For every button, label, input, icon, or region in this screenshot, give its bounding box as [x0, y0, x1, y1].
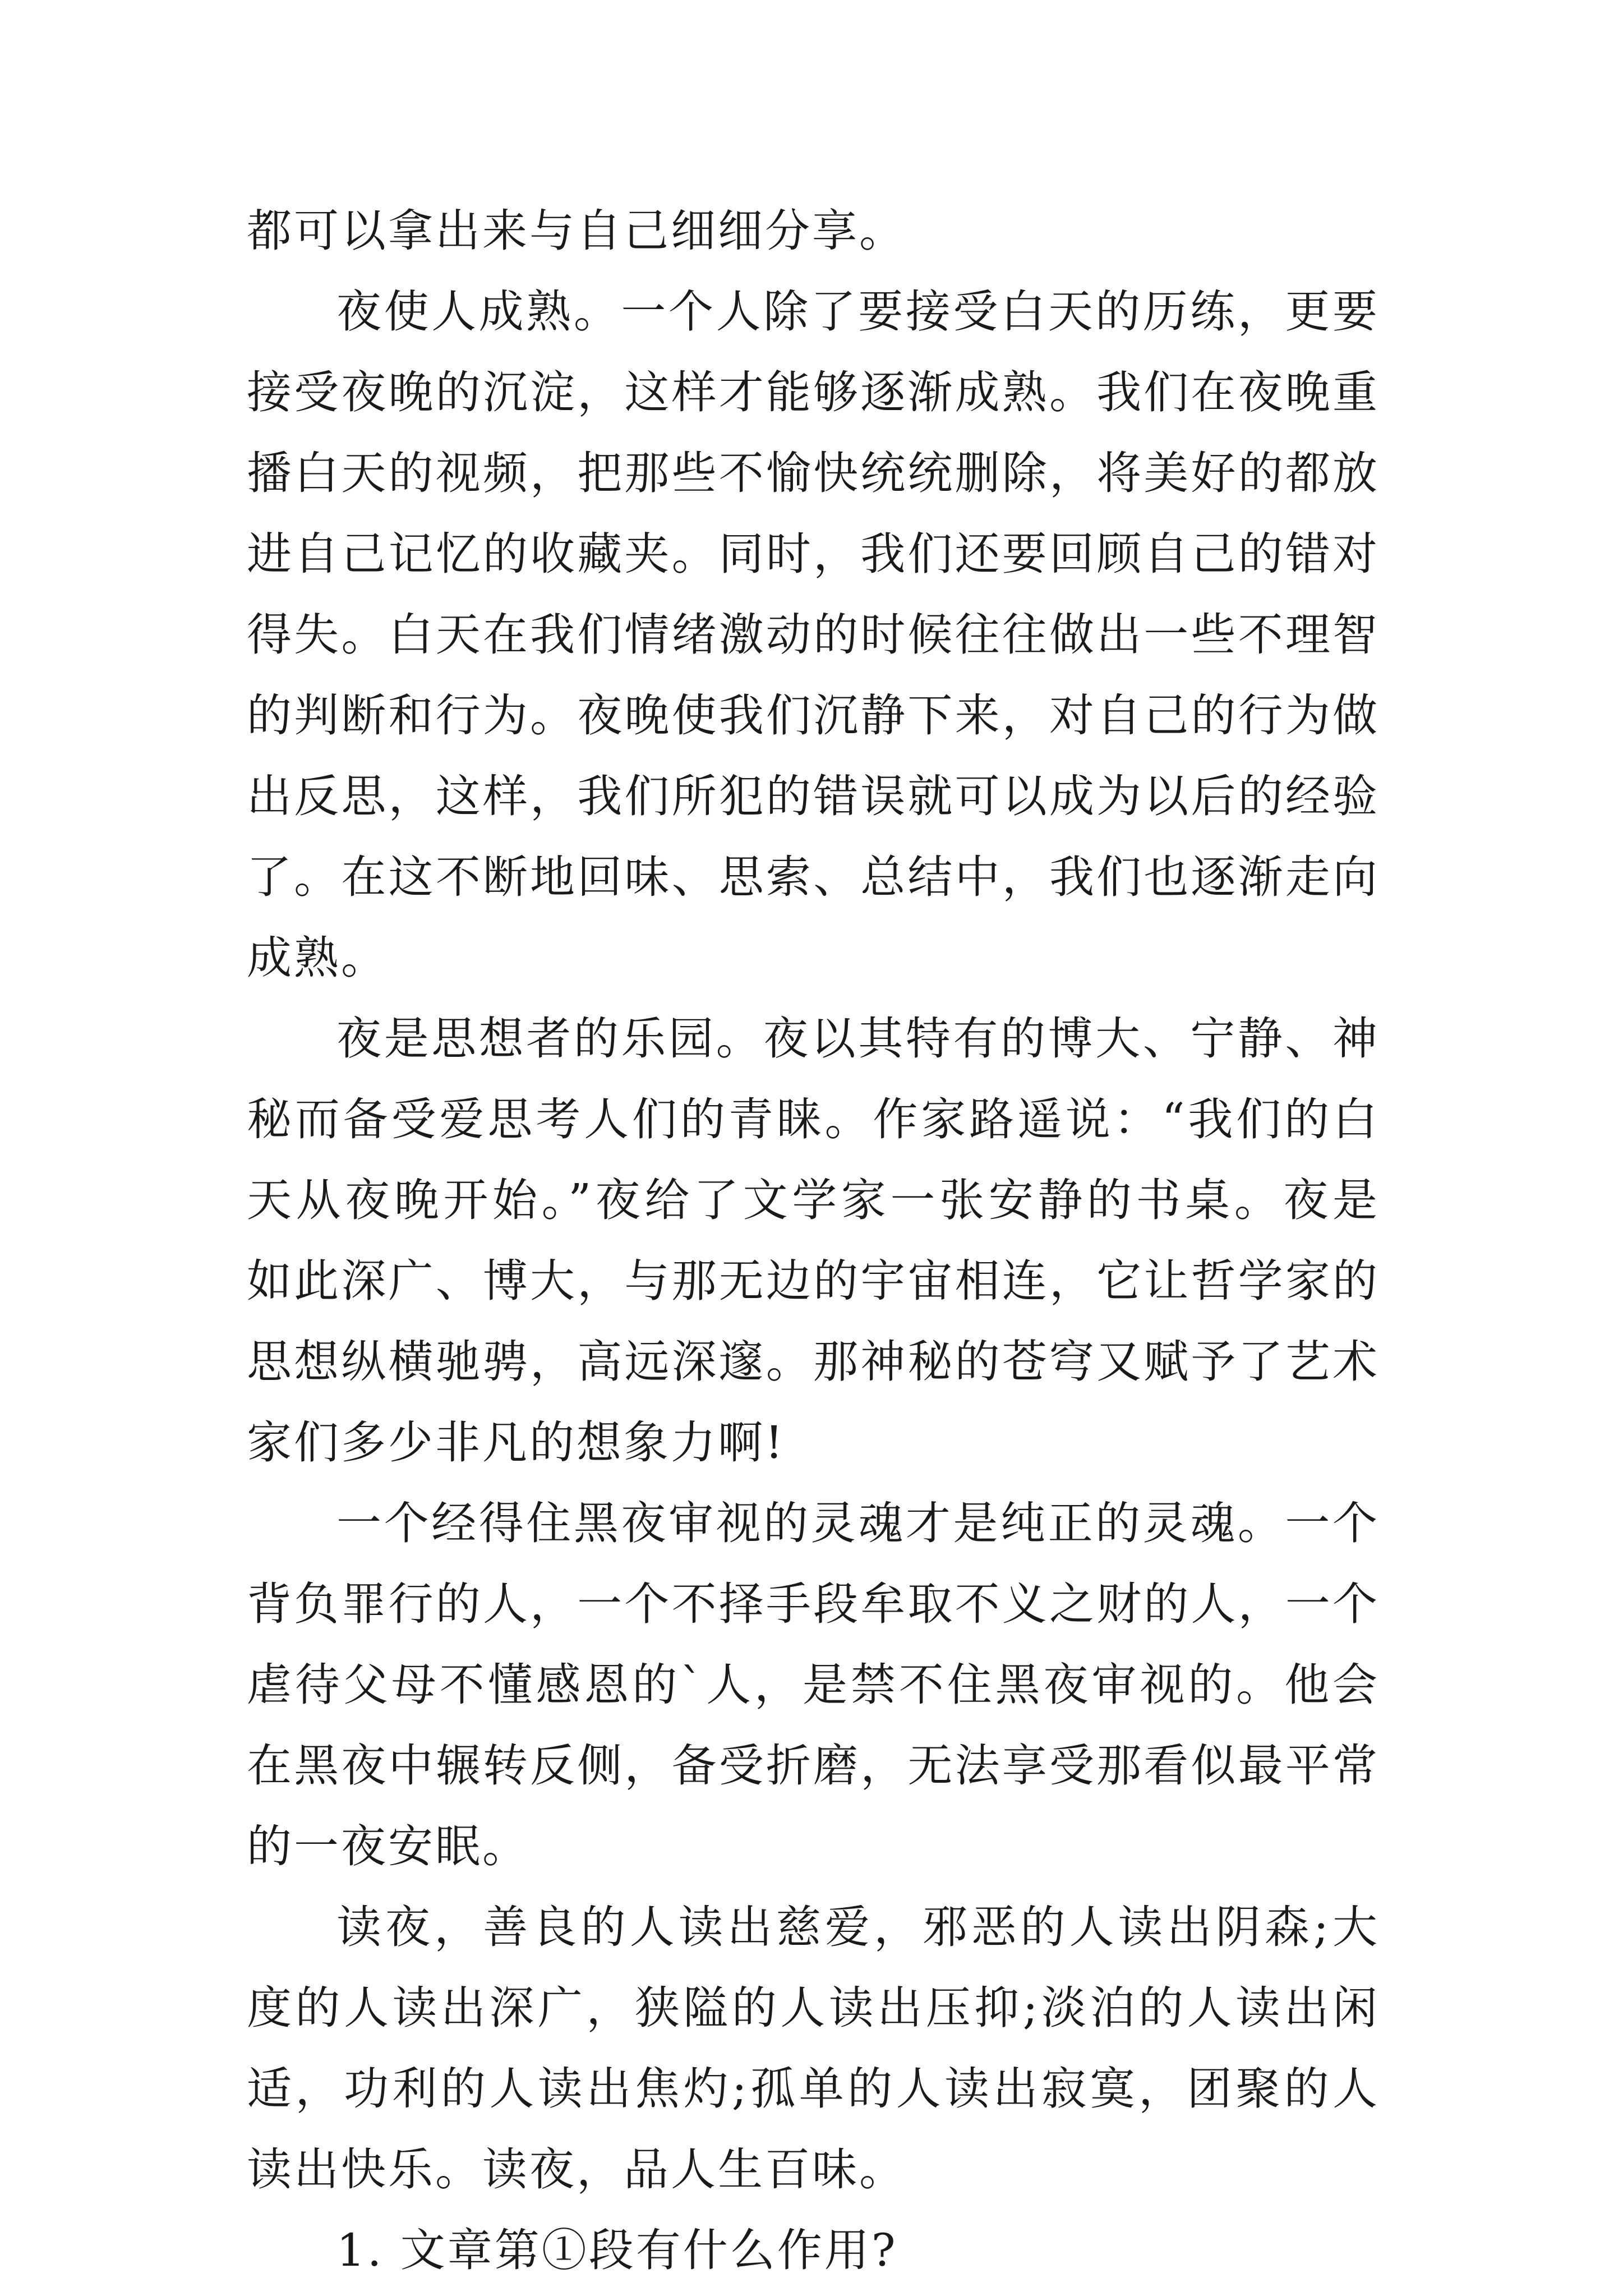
article-body [247, 191, 1380, 2291]
question-1: 1. 文章第①段有什么作用? [336, 2224, 898, 2276]
paragraph-continuation: 都可以拿出来与自己细细分享。 [247, 205, 906, 257]
paragraph-reading-night: 读夜，善良的人读出慈爱，邪恶的人读出阴森;大度的人读出深广，狭隘的人读出压抑;淡泊的人读出闲适，功利的人读出焦灼;孤单的人读出寂寞，团聚的人读出快乐。读夜，品人生百味。 [247, 1901, 1380, 2196]
paragraph-pure-soul: 一个经得住黑夜审视的灵魂才是纯正的灵魂。一个背负罪行的人，一个不择手段牟取不义之财的人，一个虐待父母不懂感恩的`人，是禁不住黑夜审视的。他会在黑夜中辗转反侧，备受折磨，无法享受那看似最平常的一夜安眠。 [247, 1497, 1380, 1872]
paragraph-night-maturity: 夜使人成熟。一个人除了要接受白天的历练，更要接受夜晚的沉淀，这样才能够逐渐成熟。我们在夜晚重播白天的视频，把那些不愉快统统删除，将美好的都放进自己记忆的收藏夹。同时，我们还要回顾自己的错对得失。白天在我们情绪激动的时候往往做出一些不理智的判断和行为。夜晚使我们沉静下来，对自己的行为做出反思，这样，我们所犯的错误就可以成为以后的经验了。在这不断地回味、思索、总结中，我们也逐渐走向成熟。 [247, 286, 1380, 984]
paragraph-thinkers-paradise: 夜是思想者的乐园。夜以其特有的博大、宁静、神秘而备受爱思考人们的青睐。作家路遥说：“我们的白天从夜晚开始。”夜给了文学家一张安静的书桌。夜是如此深广、博大，与那无边的宇宙相连，它让哲学家的思想纵横驰骋，高远深邃。那神秘的苍穹又赋予了艺术家们多少非凡的想象力啊! [247, 1013, 1380, 1469]
